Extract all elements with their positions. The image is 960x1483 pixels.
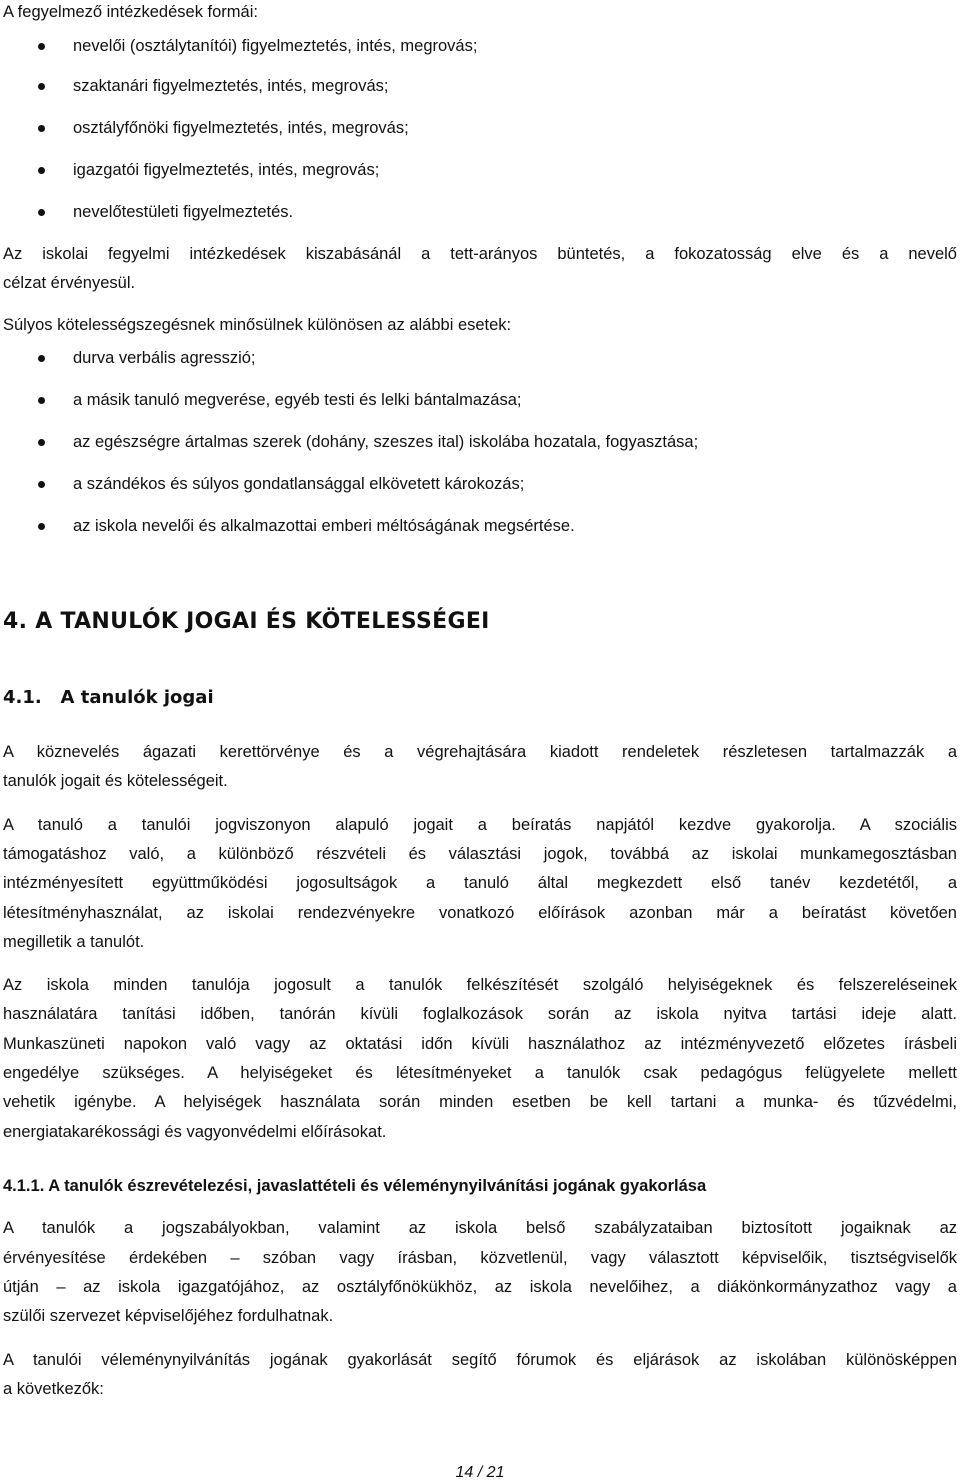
paragraph-line: vehetik igénybe. A helyiségek használata során minden esetben be kell tartani a munka- és tűzvédelmi, [3,1093,957,1111]
list-item [0,160,950,182]
bullet-icon [38,167,45,174]
list-item [0,202,950,224]
list-item-text: az iskola nevelői és alkalmazottai emberi méltóságának megsértése. [73,517,575,535]
list-item-text: osztályfőnöki figyelmeztetés, intés, megrovás; [73,119,409,137]
paragraph-line: megilletik a tanulót. [3,933,145,951]
list-item [0,36,950,58]
paragraph-line: létesítményhasználat, az iskolai rendezvényekre vonatkozó előírások azonban már a beíratást követően [3,904,957,922]
paragraph-line: A tanulók a jogszabályokban, valamint az iskola belső szabályzataiban biztosított jogaiknak az [3,1219,957,1237]
list-item [0,432,950,454]
list-item-text: a másik tanuló megverése, egyéb testi és lelki bántalmazása; [73,391,522,409]
bullet-icon [38,439,45,446]
bullet-icon [38,209,45,216]
bullet-icon [38,83,45,90]
list-item [0,516,950,538]
list-item [0,118,950,140]
subsection-heading: 4.1.1. A tanulók észrevételezési, javaslattételi és véleménynyilvánítási jogának gyakorlása [3,1177,707,1195]
paragraph-line: engedélye szükséges. A helyiségeket és létesítményeket a tanulók csak pedagógus felügyelete mellett [3,1064,957,1082]
paragraph-line: A köznevelés ágazati kerettörvénye és a végrehajtására kiadott rendeletek részletesen tartalmazzák a [3,743,957,761]
paragraph-line: Az iskola minden tanulója jogosult a tanulók felkészítését szolgáló helyiségeknek és felszereléseinek [3,976,957,994]
paragraph-line: Az iskolai fegyelmi intézkedések kiszabásánál a tett-arányos büntetés, a fokozatosság elve és a nevelő [3,245,957,263]
paragraph-line: célzat érvényesül. [3,274,136,292]
list-item-text: a szándékos és súlyos gondatlansággal elkövetett károkozás; [73,475,525,493]
list-item-text: durva verbális agresszió; [73,349,256,367]
paragraph-line: szülői szervezet képviselőjéhez fordulhatnak. [3,1307,334,1325]
discipline-intro: A fegyelmező intézkedések formái: [3,3,258,21]
bullet-icon [38,43,45,50]
paragraph-line: A tanuló a tanulói jogviszonyon alapuló jogait a beíratás napjától kezdve gyakorolja. A szociális [3,816,957,834]
bullet-icon [38,355,45,362]
list-item [0,348,950,370]
paragraph-line: tanulók jogait és kötelességeit. [3,772,228,790]
paragraph-line: használatára tanítási időben, tanórán kívüli foglalkozások során az iskola nyitva tartási ideje alatt. [3,1005,957,1023]
bullet-icon [38,481,45,488]
bullet-icon [38,125,45,132]
serious-intro: Súlyos kötelességszegésnek minősülnek különösen az alábbi esetek: [3,316,512,334]
paragraph-line: intézményesített együttműködési jogosultságok a tanuló által megkezdett első tanév kezdetétől, a [3,874,957,892]
paragraph-line: energiatakarékossági és vagyonvédelmi előírásokat. [3,1123,387,1141]
list-item-text: szaktanári figyelmeztetés, intés, megrovás; [73,77,389,95]
paragraph-line: támogatáshoz való, a különböző részvételi és választási jogok, továbbá az iskolai munkamegosztásban [3,845,957,863]
list-item-text: igazgatói figyelmeztetés, intés, megrovás; [73,161,380,179]
paragraph-line: útján – az iskola igazgatójához, az osztályfőnökükhöz, az iskola nevelőihez, a diákönkormányzathoz vagy a [3,1278,957,1296]
section-heading: 4.1. A tanulók jogai [3,687,214,708]
list-item-text: az egészségre ártalmas szerek (dohány, szeszes ital) iskolába hozatala, fogyasztása; [73,433,699,451]
bullet-icon [38,523,45,530]
page-number: 14 / 21 [455,1464,505,1481]
list-item [0,76,950,98]
list-item [0,390,950,412]
paragraph-line: érvényesítése érdekében – szóban vagy írásban, közvetlenül, vagy választott képviselőik, tisztségviselők [3,1249,957,1267]
chapter-heading: 4. A TANULÓK JOGAI ÉS KÖTELESSÉGEI [3,609,490,634]
list-item-text: nevelői (osztálytanítói) figyelmeztetés, intés, megrovás; [73,37,478,55]
paragraph-line: A tanulói véleménynyilvánítás jogának gyakorlását segítő fórumok és eljárások az iskolában különösképpen [3,1351,957,1369]
list-item-text: nevelőtestületi figyelmeztetés. [73,203,294,221]
list-item [0,474,950,496]
paragraph-line: Munkaszüneti napokon való vagy az oktatási időn kívüli használathoz az intézményvezető előzetes írásbeli [3,1035,957,1053]
paragraph-line: a következők: [3,1380,104,1398]
bullet-icon [38,397,45,404]
